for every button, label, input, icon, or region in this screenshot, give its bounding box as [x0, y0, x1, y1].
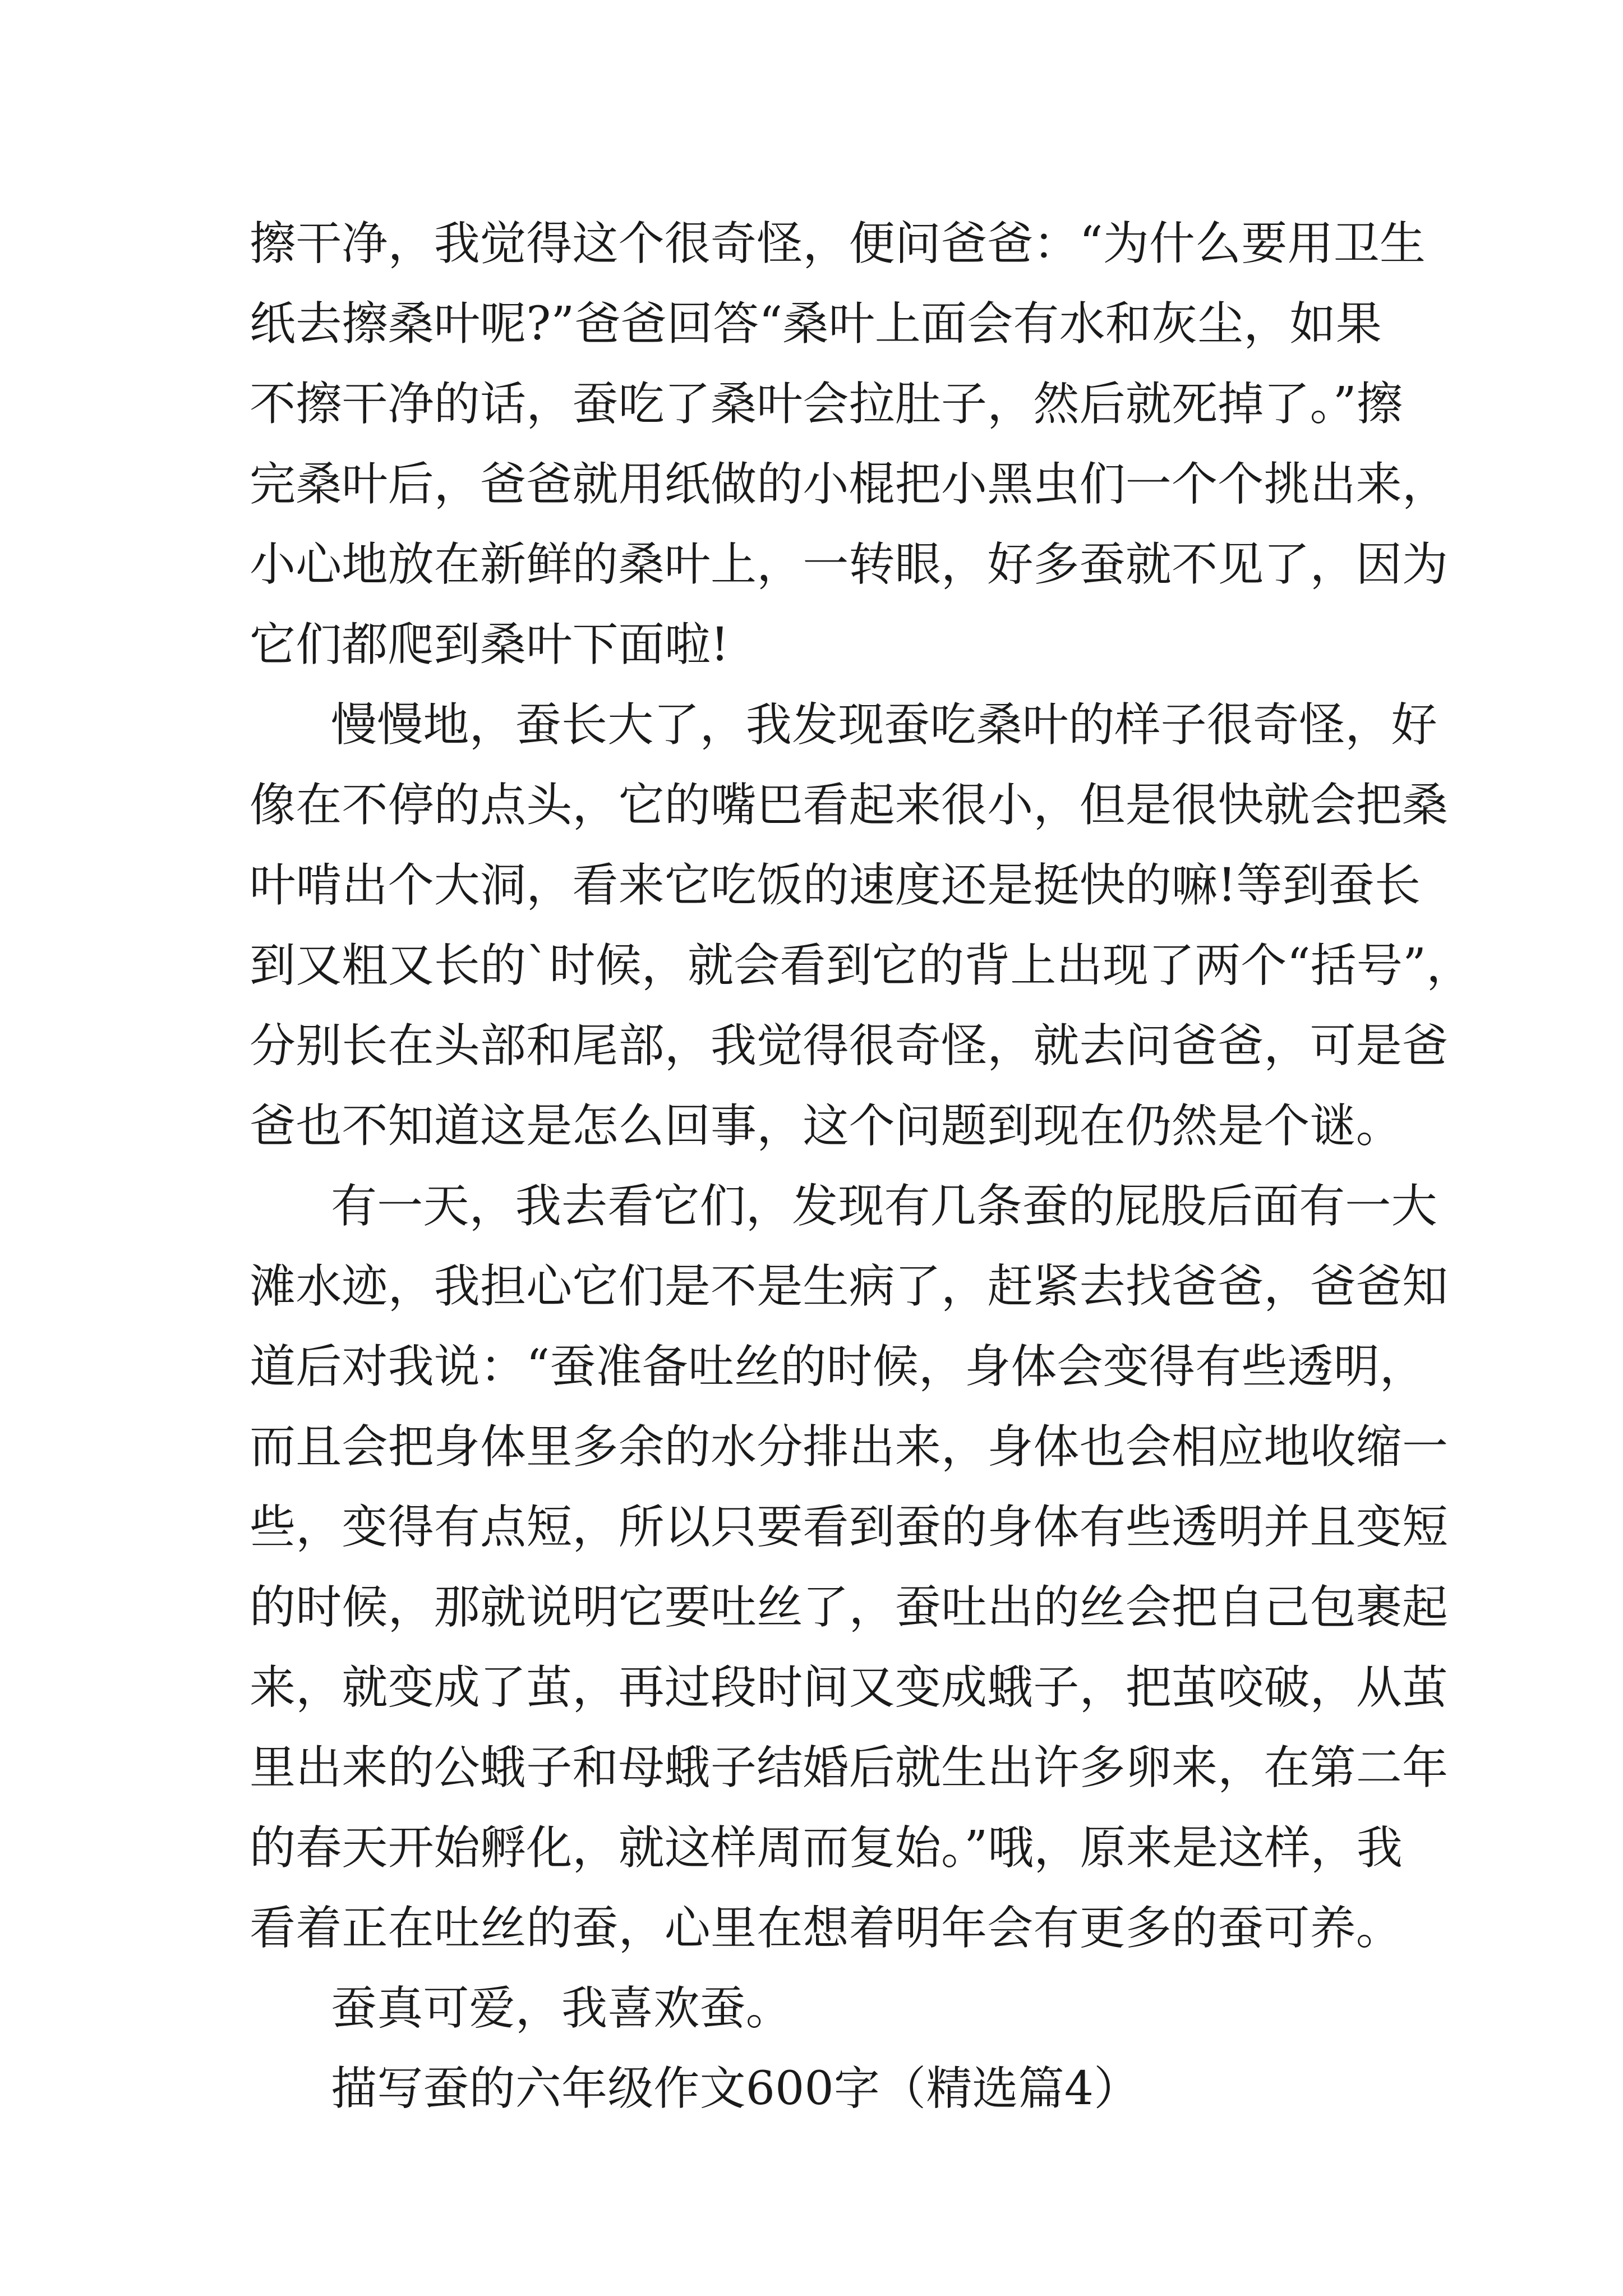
text-line: 像在不停的点头，它的嘴巴看起来很小，但是很快就会把桑 [250, 779, 1449, 832]
text-line: 分别长在头部和尾部，我觉得很奇怪，就去问爸爸，可是爸 [250, 1019, 1449, 1073]
text-line: 它们都爬到桑叶下面啦! [250, 618, 730, 671]
text-line: 的春天开始孵化，就这样周而复始。”哦，原来是这样，我 [250, 1821, 1403, 1875]
text-line: 看着正在吐丝的蚕，心里在想着明年会有更多的蚕可养。 [250, 1902, 1403, 1955]
text-line: 的时候，那就说明它要吐丝了，蚕吐出的丝会把自己包裹起 [250, 1581, 1449, 1634]
text-line: 来，就变成了茧，再过段时间又变成蛾子，把茧咬破，从茧 [250, 1661, 1449, 1714]
paragraph-first-line: 蚕真可爱，我喜欢蚕。 [331, 1982, 792, 2035]
text-line: 完桑叶后，爸爸就用纸做的小棍把小黑虫们一个个挑出来， [250, 458, 1449, 511]
text-line: 不擦干净的话，蚕吃了桑叶会拉肚子，然后就死掉了。”擦 [250, 378, 1403, 431]
text-line: 小心地放在新鲜的桑叶上，一转眼，好多蚕就不见了，因为 [250, 538, 1449, 591]
text-line: 道后对我说：“蚕准备吐丝的时候，身体会变得有些透明， [250, 1340, 1426, 1393]
text-line: 而且会把身体里多余的水分排出来，身体也会相应地收缩一 [250, 1420, 1449, 1474]
text-line: 到又粗又长的`时候，就会看到它的背上出现了两个“括号”， [250, 939, 1473, 992]
text-line: 些，变得有点短，所以只要看到蚕的身体有些透明并且变短 [250, 1501, 1449, 1554]
paragraph-first-line: 慢慢地，蚕长大了，我发现蚕吃桑叶的样子很奇怪，好 [331, 698, 1437, 752]
text-line: 擦干净，我觉得这个很奇怪，便问爸爸：“为什么要用卫生 [250, 217, 1426, 270]
text-line: 纸去擦桑叶呢?”爸爸回答“桑叶上面会有水和灰尘，如果 [250, 297, 1382, 351]
text-line: 爸也不知道这是怎么回事，这个问题到现在仍然是个谜。 [250, 1099, 1403, 1153]
text-line: 叶啃出个大洞，看来它吃饭的速度还是挺快的嘛!等到蚕长 [250, 859, 1421, 912]
text-line: 里出来的公蛾子和母蛾子结婚后就生出许多卵来，在第二年 [250, 1741, 1449, 1795]
section-heading: 描写蚕的六年级作文600字（精选篇4） [331, 2062, 1140, 2115]
text-line: 滩水迹，我担心它们是不是生病了，赶紧去找爸爸，爸爸知 [250, 1260, 1449, 1313]
paragraph-first-line: 有一天，我去看它们，发现有几条蚕的屁股后面有一大 [331, 1180, 1437, 1233]
